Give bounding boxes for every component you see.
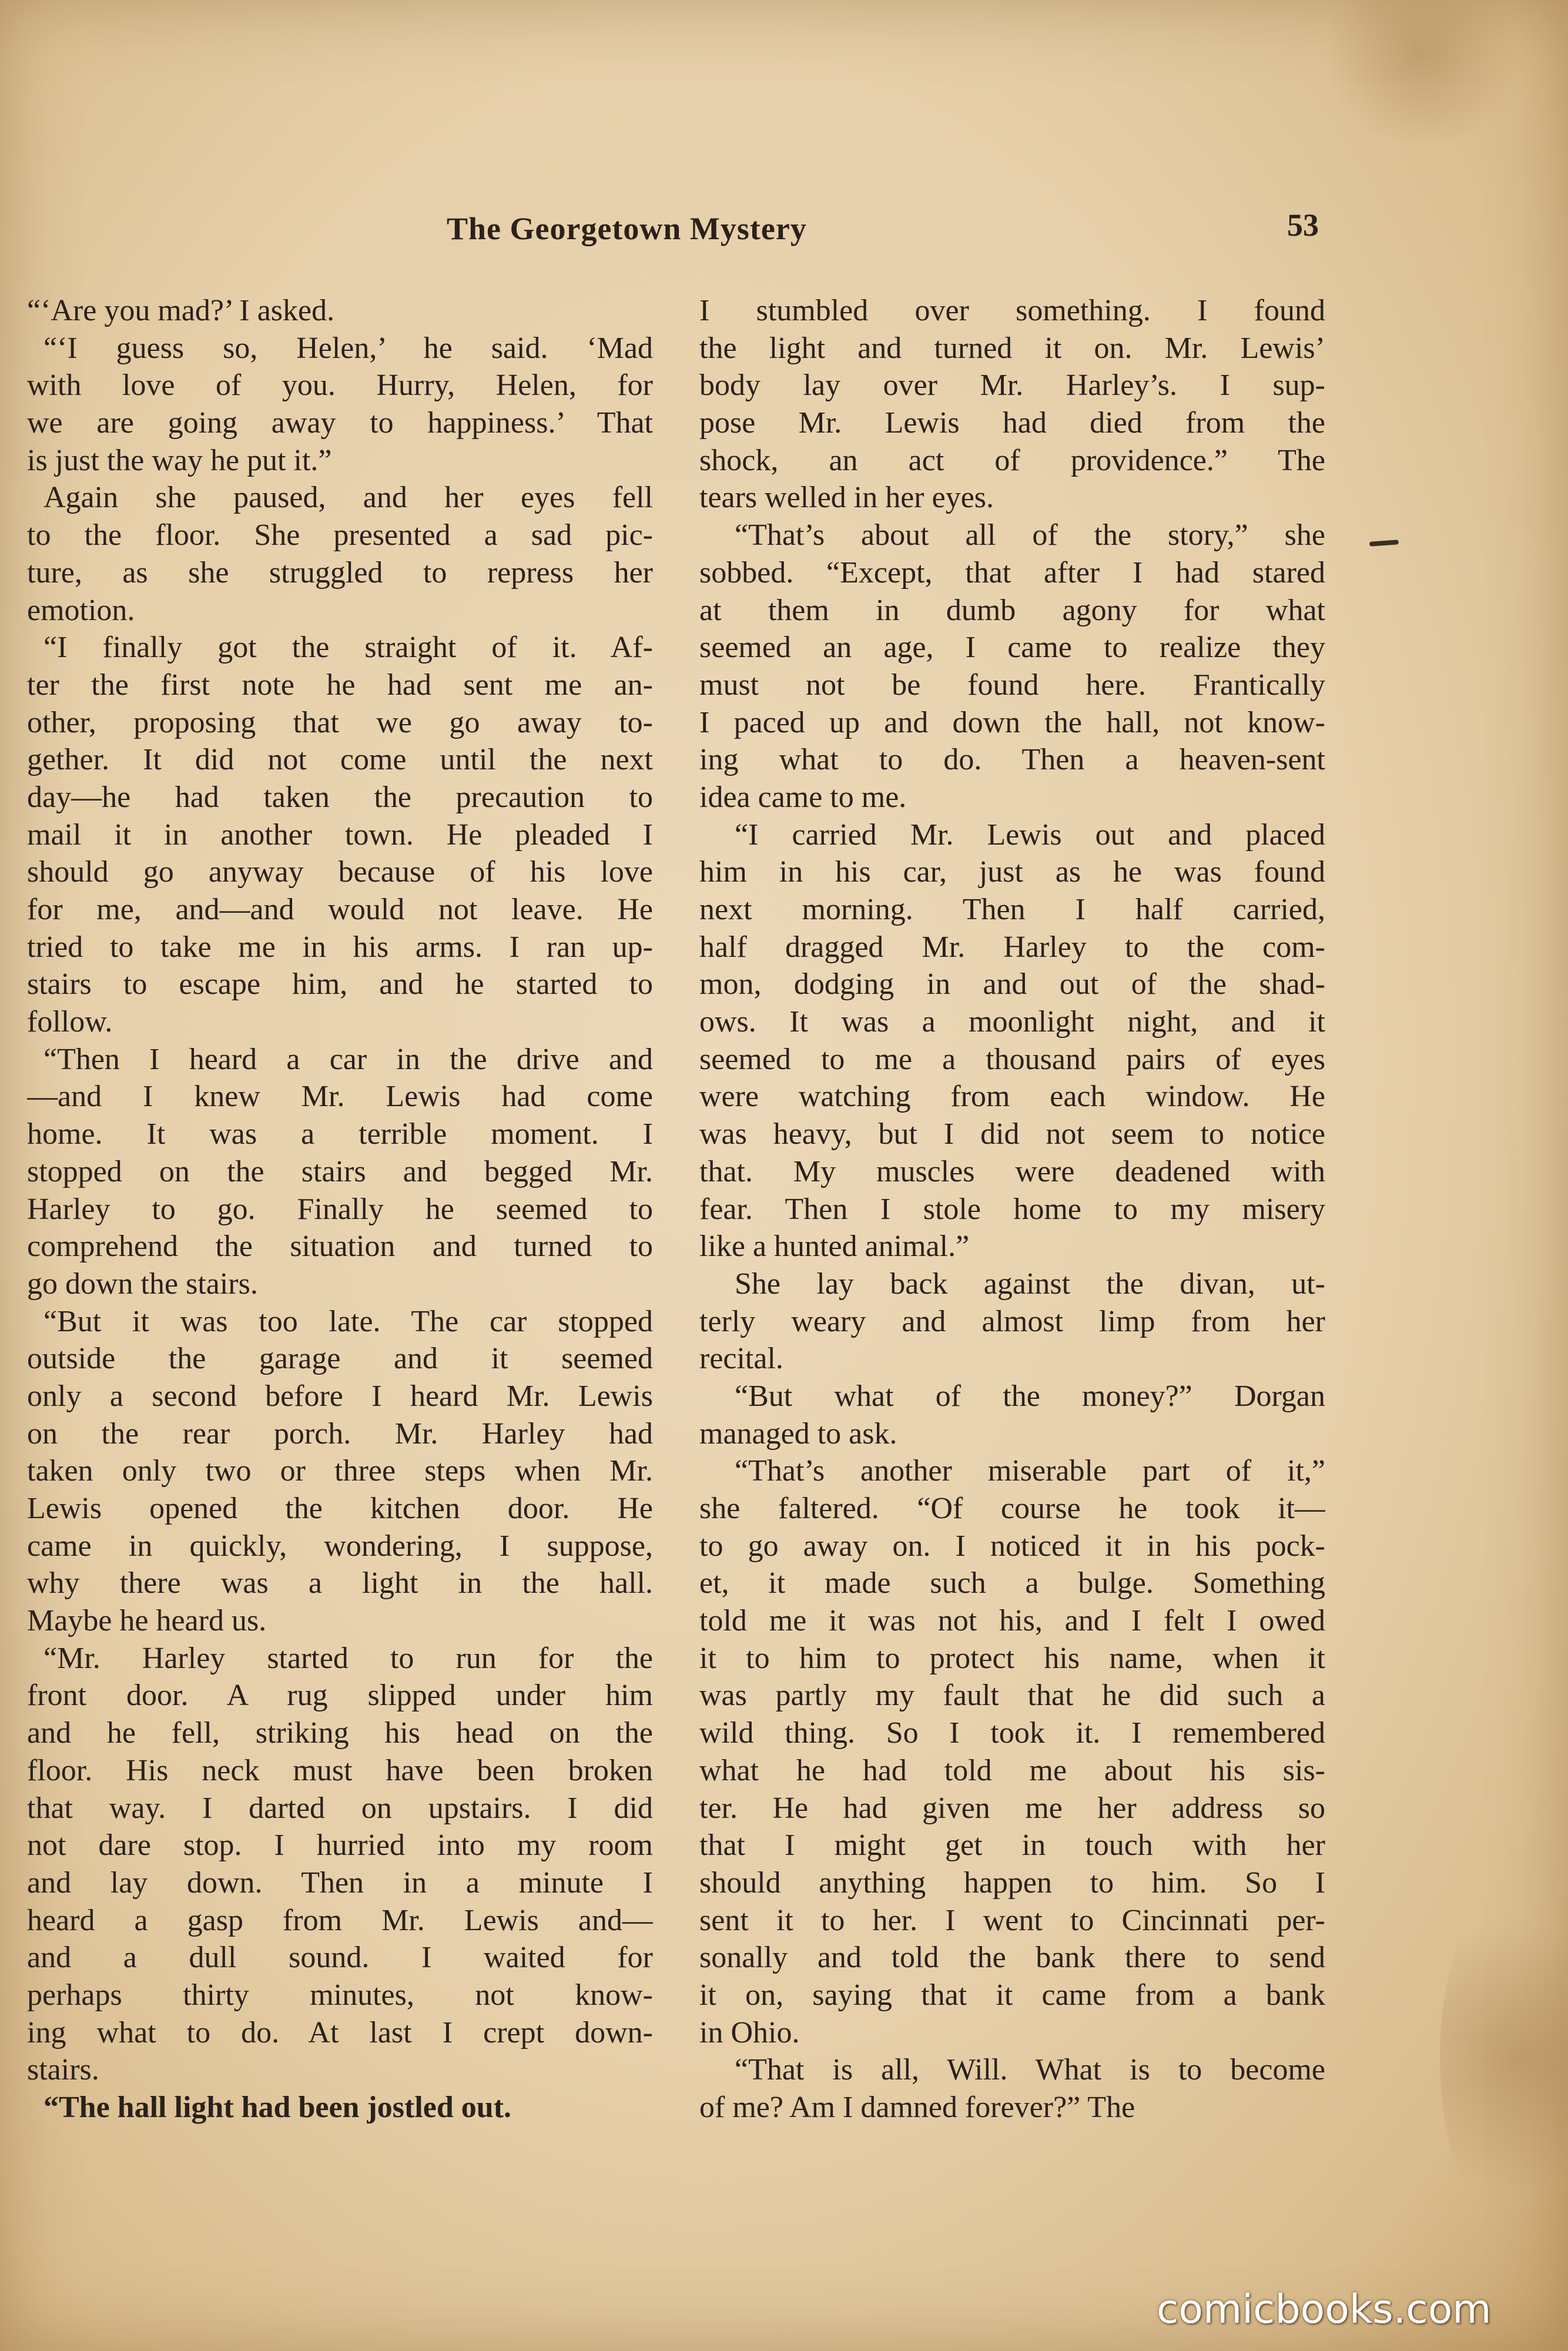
text-line: it to him to protect his name, when it — [699, 1641, 1325, 1675]
text-line: seemed to me a thousand pairs of eyes — [699, 1042, 1325, 1076]
text-line: Harley to go. Finally he seemed to — [27, 1192, 653, 1226]
text-line: “That is all, Will. What is to become — [735, 2053, 1325, 2087]
text-line: and lay down. Then in a minute I — [27, 1866, 653, 1900]
text-line: ture, as she struggled to repress her — [27, 555, 653, 590]
text-line: I paced up and down the hall, not know- — [699, 705, 1325, 739]
text-line: “‘I guess so, Helen,’ he said. ‘Mad — [43, 331, 653, 365]
text-line: the light and turned it on. Mr. Lewis’ — [699, 331, 1325, 365]
text-line: sobbed. “Except, that after I had stared — [699, 555, 1325, 590]
text-line: him in his car, just as he was found — [699, 855, 1325, 889]
left-text-column — [27, 292, 653, 2126]
text-line: emotion. — [27, 593, 135, 627]
text-line: not dare stop. I hurried into my room — [27, 1828, 653, 1863]
text-line: to the floor. She presented a sad pic- — [27, 518, 653, 552]
text-line: “But it was too late. The car stopped — [43, 1304, 653, 1338]
text-line: ows. It was a moonlight night, and it — [699, 1005, 1325, 1039]
text-line: terly weary and almost limp from her — [699, 1304, 1325, 1338]
text-line: comprehend the situation and turned to — [27, 1230, 653, 1264]
text-line: taken only two or three steps when Mr. — [27, 1454, 653, 1488]
text-line: ing what to do. Then a heaven-sent — [699, 743, 1325, 777]
text-line: came in quickly, wondering, I suppose, — [27, 1529, 653, 1563]
text-line: shock, an act of providence.” The — [699, 443, 1325, 477]
text-line: follow. — [27, 1005, 113, 1039]
text-line: managed to ask. — [699, 1416, 897, 1451]
text-line: we are going away to happiness.’ That — [27, 406, 653, 440]
text-line: in Ohio. — [699, 2015, 800, 2049]
text-line: Lewis opened the kitchen door. He — [27, 1492, 653, 1525]
text-line: and he fell, striking his head on the — [27, 1716, 653, 1750]
text-line: tried to take me in his arms. I ran up- — [27, 930, 653, 964]
text-line: “The hall light had been jostled out. — [43, 2091, 512, 2124]
text-line: “‘Are you mad?’ I asked. — [27, 294, 335, 327]
text-line: only a second before I heard Mr. Lewis — [27, 1379, 653, 1413]
text-line: wild thing. So I took it. I remembered — [699, 1716, 1325, 1750]
text-line: perhaps thirty minutes, not know- — [27, 1978, 653, 2012]
text-line: floor. His neck must have been broken — [27, 1753, 653, 1787]
text-line: stairs. — [27, 2053, 99, 2087]
text-line: home. It was a terrible moment. I — [27, 1117, 653, 1151]
text-line: should go anyway because of his love — [27, 855, 653, 889]
text-line: tears welled in her eyes. — [699, 481, 994, 515]
text-line: seemed an age, I came to realize they — [699, 631, 1325, 665]
text-line: was heavy, but I did not seem to notice — [699, 1117, 1325, 1151]
text-line: Maybe he heard us. — [27, 1604, 267, 1638]
text-line: she faltered. “Of course he took it— — [699, 1492, 1325, 1525]
text-line: outside the garage and it seemed — [27, 1342, 653, 1376]
text-line: mail it in another town. He pleaded I — [27, 818, 653, 852]
text-line: that way. I darted on upstairs. I did — [27, 1791, 653, 1825]
text-line: sonally and told the bank there to send — [699, 1941, 1325, 1975]
text-line: Again she paused, and her eyes fell — [43, 481, 653, 515]
text-line: why there was a light in the hall. — [27, 1566, 653, 1600]
text-line: stopped on the stairs and begged Mr. — [27, 1154, 653, 1188]
text-line: go down the stairs. — [27, 1267, 258, 1301]
text-line: of me? Am I damned forever?” The — [699, 2091, 1135, 2124]
text-line: must not be found here. Frantically — [699, 668, 1325, 702]
text-line: fear. Then I stole home to my misery — [699, 1192, 1325, 1226]
text-line: stairs to escape him, and he started to — [27, 967, 653, 1002]
text-line: with love of you. Hurry, Helen, for — [27, 369, 653, 403]
text-line: “Mr. Harley started to run for the — [43, 1641, 653, 1675]
text-line: is just the way he put it.” — [27, 443, 332, 477]
running-title: The Georgetown Mystery — [447, 211, 807, 246]
text-line: “That’s another miserable part of it,” — [735, 1454, 1325, 1488]
text-line: “I finally got the straight of it. Af- — [43, 631, 653, 665]
text-line: “But what of the money?” Dorgan — [735, 1379, 1325, 1413]
text-line: “Then I heard a car in the drive and — [43, 1042, 653, 1076]
page-header — [0, 207, 1568, 263]
text-line: front door. A rug slipped under him — [27, 1679, 653, 1713]
text-line: next morning. Then I half carried, — [699, 893, 1325, 926]
text-line: day—he had taken the precaution to — [27, 780, 653, 814]
paper-stain — [1311, 0, 1534, 141]
text-line: I stumbled over something. I found — [699, 294, 1325, 327]
text-line: on the rear porch. Mr. Harley had — [27, 1416, 653, 1451]
text-line: told me it was not his, and I felt I owed — [699, 1604, 1325, 1638]
text-line: was partly my fault that he did such a — [699, 1679, 1325, 1713]
text-line: mon, dodging in and out of the shad- — [699, 967, 1325, 1002]
watermark: comicbooks.com — [1157, 2286, 1492, 2333]
text-line: body lay over Mr. Harley’s. I sup- — [699, 369, 1325, 403]
text-line: idea came to me. — [699, 780, 907, 814]
text-line: ter. He had given me her address so — [699, 1791, 1325, 1825]
text-line: should anything happen to him. So I — [699, 1866, 1325, 1900]
text-line: and a dull sound. I waited for — [27, 1941, 653, 1975]
text-line: ing what to do. At last I crept down- — [27, 2015, 653, 2049]
text-line: recital. — [699, 1342, 783, 1376]
text-line: other, proposing that we go away to- — [27, 705, 653, 739]
paper-stain — [1440, 1881, 1568, 2233]
right-text-column — [699, 292, 1325, 2126]
text-line: it on, saying that it came from a bank — [699, 1978, 1325, 2012]
text-line: what he had told me about his sis- — [699, 1753, 1325, 1787]
text-line: —and I knew Mr. Lewis had come — [27, 1080, 653, 1114]
text-line: gether. It did not come until the next — [27, 743, 653, 777]
margin-ink-mark — [1369, 540, 1399, 546]
text-line: heard a gasp from Mr. Lewis and— — [27, 1903, 653, 1937]
text-line: at them in dumb agony for what — [699, 593, 1325, 627]
text-line: ter the first note he had sent me an- — [27, 668, 653, 702]
text-line: for me, and—and would not leave. He — [27, 893, 653, 926]
text-line: like a hunted animal.” — [699, 1230, 970, 1264]
text-line: “That’s about all of the story,” she — [735, 518, 1325, 552]
text-line: She lay back against the divan, ut- — [735, 1267, 1325, 1301]
text-line: “I carried Mr. Lewis out and placed — [735, 818, 1325, 852]
text-line: were watching from each window. He — [699, 1080, 1325, 1114]
text-line: that. My muscles were deadened with — [699, 1154, 1325, 1188]
text-line: that I might get in touch with her — [699, 1828, 1325, 1863]
text-line: pose Mr. Lewis had died from the — [699, 406, 1325, 440]
text-line: sent it to her. I went to Cincinnati per- — [699, 1903, 1325, 1937]
text-line: to go away on. I noticed it in his pock- — [699, 1529, 1325, 1563]
page-number: 53 — [1287, 207, 1319, 243]
text-line: et, it made such a bulge. Something — [699, 1566, 1325, 1600]
text-line: half dragged Mr. Harley to the com- — [699, 930, 1325, 964]
